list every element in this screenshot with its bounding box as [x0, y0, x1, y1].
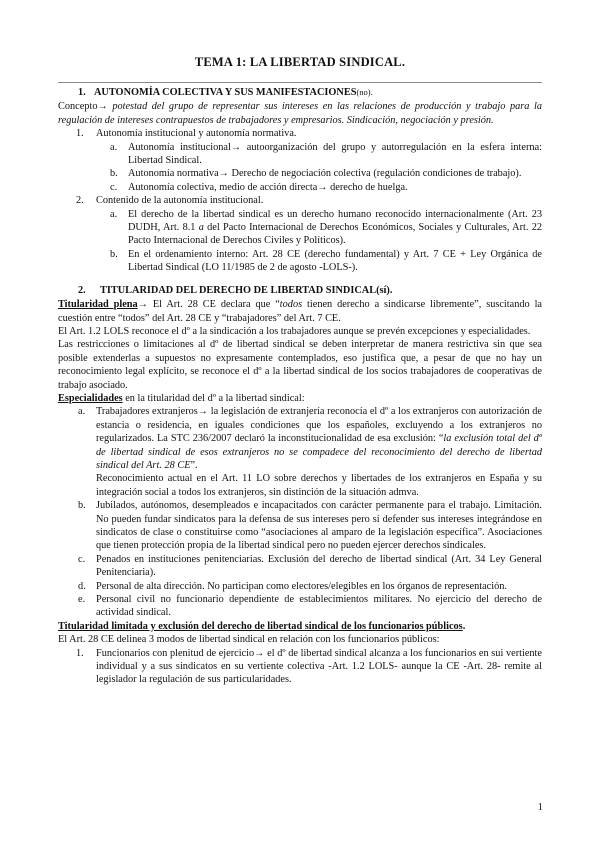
document-body: [58, 86, 542, 687]
titularidad-limitada-heading: Titularidad limitada y exclusión del derecho de libertad sindical de los funcionarios públicos.: [58, 620, 466, 632]
list-subitem: c. Autonomía colectiva, medio de acción directa→ derecho de huelga.: [110, 181, 408, 193]
list-item: a. Trabajadores extranjeros→ la legislación de extranjería reconocía el dº a los extranjeros con autorización de estancia o residencia, en iguales condiciones que los españoles, excluyendo a los extranjeros no regularizados. La STC 236/2007 declaró la inconstitucionalidad de esa exclusión: “la exclusión total del dº de libertad sindical de esos extranjeros no se compadece del reconocimiento del derecho de libertad sindical del Art. 28 CE”. Reconocimiento actual en el Art. 11 LO sobre derechos y libertades de los extranjeros en España y su integración social a todos los extranjeros, sin distinción de la situación admva.: [78, 406, 542, 498]
section-2-heading: 2. TITULARIDAD DEL DERECHO DE LIBERTAD SINDICAL(sí).: [78, 284, 393, 296]
modos-paragraph: El Art. 28 CE delinea 3 modos de libertad sindical en relación con los funcionarios públicos:: [58, 634, 440, 646]
list-item: d. Personal de alta dirección. No participan como electores/elegibles en los órganos de representación.: [78, 580, 507, 592]
list-subitem: a. El derecho de la libertad sindical es un derecho humano reconocido internacionalmente (Art. 23 DUDH, Art. 8.1 a del Pacto Internacional de Derechos Económicos, Sociales y Culturales, Art. 22 Pacto Internacional de Derechos Civiles y Políticos).: [110, 208, 542, 247]
restricciones-paragraph: Las restricciones o limitaciones al dº de libertad sindical se deben interpretar de manera restrictiva sin que sea posible extenderlas a supuestos no expresamente contemplados, eso justifica que, a pesar de que no hay un reconocimiento legal explícito, se reconoce el dº a la libertad sindical de los socios trabajadores de cooperativas de trabajo asociado.: [58, 339, 542, 391]
lols-paragraph: El Art. 1.2 LOLS reconoce el dº a la sindicación a los trabajadores aunque se prevén excepciones y especialidades.: [58, 325, 531, 337]
list-item: e. Personal civil no funcionario dependiente de establecimientos militares. No ejercicio del derecho de actividad sindical.: [78, 594, 542, 619]
title-divider: [58, 82, 542, 83]
titularidad-plena-paragraph: Titularidad plena→ El Art. 28 CE declara que “todos tienen derecho a sindicarse libremente”, suscitando la cuestión entre “todos” del Art. 28 CE y “trabajadores” del Art. 7 CE.: [58, 299, 542, 324]
concept-paragraph: Concepto→ potestad del grupo de representar sus intereses en las relaciones de producción y trabajo para la regulación de intereses contrapuestos de trabajadores y empresarios. Sindicación, negociación y presión.: [58, 101, 542, 126]
especialidades-paragraph: Especialidades en la titularidad del dº a la libertad sindical:: [58, 392, 305, 404]
section-1-heading: 1. AUTONOMÍA COLECTIVA Y SUS MANIFESTACIONES(no).: [78, 87, 373, 98]
list-subitem: b. Autonomía normativa→ Derecho de negociación colectiva (regulación condiciones de trabajo).: [110, 168, 522, 180]
list-item: 2. Contenido de la autonomía institucional.: [76, 195, 264, 207]
list-item: 1. Autonomía institucional y autonomía normativa.: [76, 128, 297, 140]
page-number: 1: [537, 802, 543, 813]
list-subitem: b. En el ordenamiento interno: Art. 28 CE (derecho fundamental) y Art. 7 CE + Ley Orgánica de Libertad Sindical (LO 11/1985 de 2 de agosto -LOLS-).: [110, 248, 542, 274]
list-item-continuation: Reconocimiento actual en el Art. 11 LO sobre derechos y libertades de los extranjeros en España y su integración social a todos los extranjeros, sin distinción de la situación admva.: [96, 473, 542, 498]
list-item: 1. Funcionarios con plenitud de ejercicio→ el dº de libertad sindical alcanza a los funcionarios en sui vertiente individual y a sus sindicatos en su vertiente colectiva -Art. 1.2 LOLS- aunque la CE -Art. 28- remite al legislador la regulación de sus particularidades.: [76, 647, 542, 686]
list-item: c. Penados en instituciones penitenciarias. Exclusión del derecho de libertad sindical (Art. 34 Ley General Penitenciaria).: [78, 553, 542, 579]
page-title: TEMA 1: LA LIBERTAD SINDICAL.: [194, 55, 406, 69]
list-item: b. Jubilados, autónomos, desempleados e incapacitados con carácter permanente para el trabajo. Limitación. No pueden fundar sindicatos para la defensa de sus intereses pero sí defender sus intereses integrándose en sindicatos de clase o constituirse como “asociaciones al amparo de la legislación específica”. Asociaciones que tienen protección propia de la libertad sindical pero no pueden ejercer derechos sindicales.: [78, 500, 542, 552]
list-subitem: a. Autonomía institucional→ autoorganización del grupo y autorregulación en la esfera interna: Libertad Sindical.: [110, 141, 542, 167]
